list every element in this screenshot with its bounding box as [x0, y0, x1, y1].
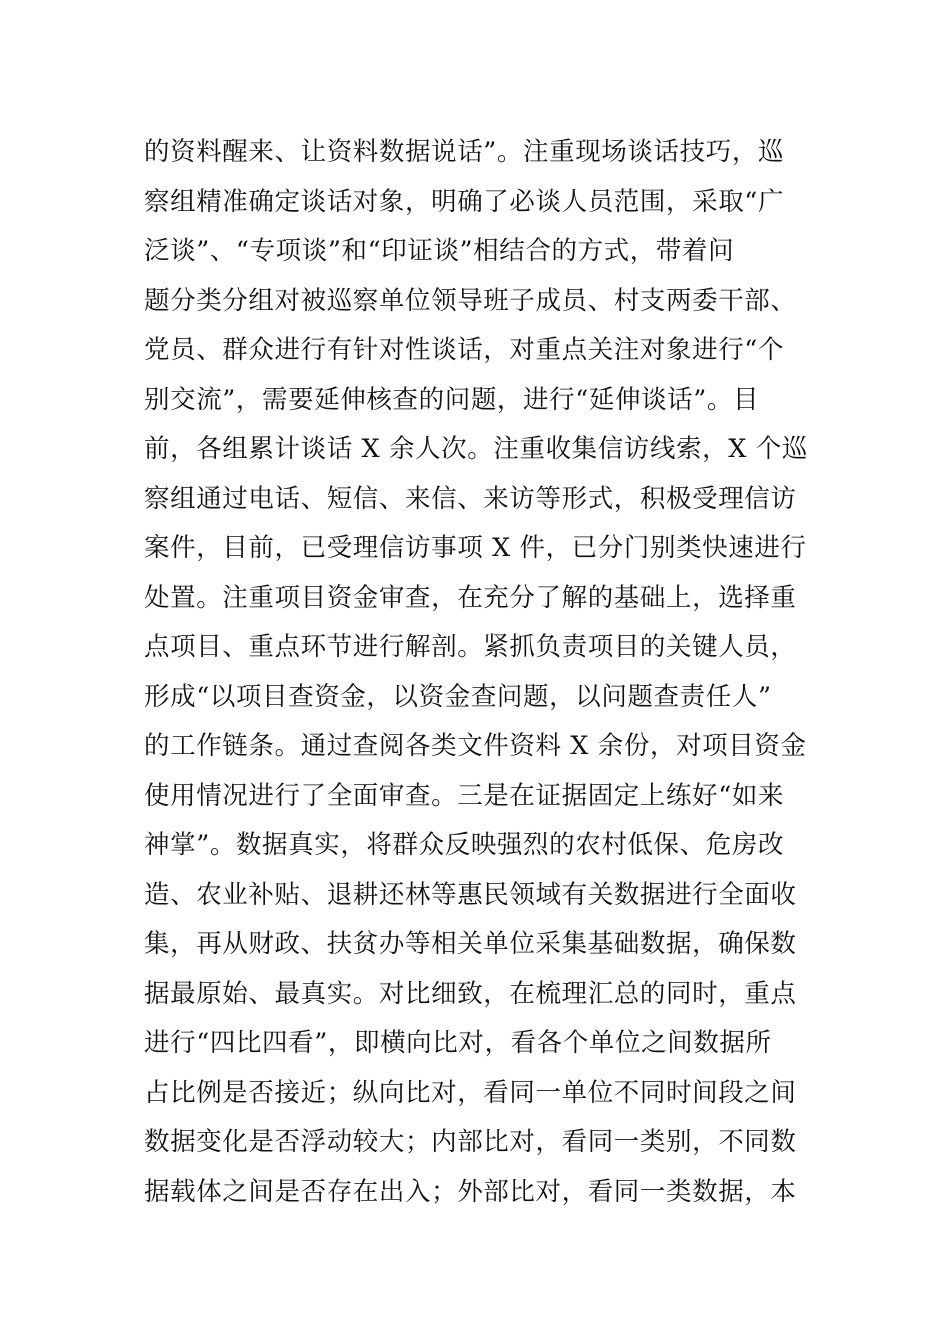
text-line: 泛谈”、“专项谈”和“印证谈”相结合的方式，带着问 — [144, 236, 735, 266]
text-line: 数据变化是否浮动较大；内部比对，看同一类别，不同数 — [144, 1127, 797, 1157]
text-line: 案件，目前，已受理信访事项 X 件，已分门别类快速进行 — [144, 533, 807, 563]
text-line: 处置。注重项目资金审查，在充分了解的基础上，选择重 — [144, 582, 797, 613]
text-line: 神掌”。数据真实，将群众反映强烈的农村低保、危房改 — [144, 830, 785, 860]
text-line: 的资料醒来、让资料数据说话”。注重现场谈话技巧，巡 — [144, 137, 785, 167]
text-line: 前，各组累计谈话 X 余人次。注重收集信访线索，X 个巡 — [144, 434, 808, 464]
text-line: 据载体之间是否存在出入；外部比对，看同一类数据，本 — [144, 1176, 797, 1207]
body-text — [144, 128, 814, 1217]
text-line: 使用情况进行了全面审查。三是在证据固定上练好“如来 — [144, 780, 785, 811]
text-line: 形成“以项目查资金，以资金查问题，以问题查责任人” — [144, 681, 772, 712]
text-line: 点项目、重点环节进行解剖。紧抓负责项目的关键人员， — [144, 632, 797, 662]
text-line: 进行“四比四看”，即横向比对，看各个单位之间数据所 — [144, 1028, 772, 1058]
text-line: 据最原始、最真实。对比细致，在梳理汇总的同时，重点 — [144, 978, 797, 1009]
text-line: 察组通过电话、短信、来信、来访等形式，积极受理信访 — [144, 483, 797, 514]
text-line: 占比例是否接近；纵向比对，看同一单位不同时间段之间 — [144, 1077, 797, 1108]
text-line: 集，再从财政、扶贫办等相关单位采集基础数据，确保数 — [144, 929, 797, 959]
text-line: 察组精准确定谈话对象，明确了必谈人员范围，采取“广 — [144, 186, 785, 217]
text-line: 党员、群众进行有针对性谈话，对重点关注对象进行“个 — [144, 335, 785, 365]
text-line: 的工作链条。通过查阅各类文件资料 X 余份，对项目资金 — [144, 731, 807, 761]
text-line: 造、农业补贴、退耕还林等惠民领域有关数据进行全面收 — [144, 879, 797, 910]
text-line: 题分类分组对被巡察单位领导班子成员、村支两委干部、 — [144, 285, 797, 316]
text-line: 别交流”，需要延伸核查的问题，进行“延伸谈话”。目 — [144, 384, 760, 415]
